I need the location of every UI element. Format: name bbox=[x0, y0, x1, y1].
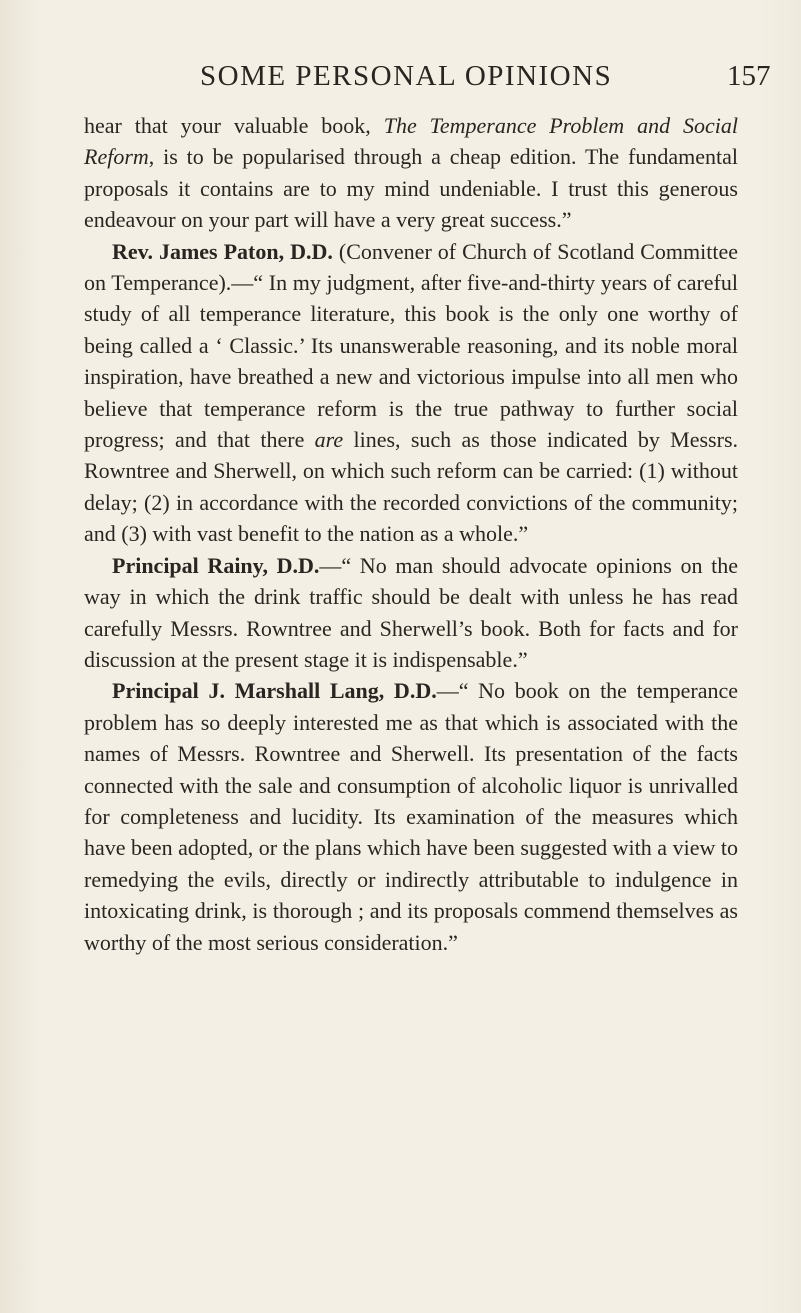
opinion-rainy bbox=[84, 550, 738, 676]
opinion-paton bbox=[84, 236, 738, 550]
page-number: 157 bbox=[727, 60, 771, 92]
paragraph-text: hear that your valuable book, bbox=[84, 113, 384, 138]
paragraph-text: (Convener of Church of Scotland Committee on Temperance).—“ In my judgment, after five-and-thirty years of careful study of all temperance literature, this book is the only one worthy of being called a ‘ Classic.’ Its unanswerable reasoning, and its noble moral inspiration, have breathed a new and victorious impulse into all men who believe that temperance reform is the true pathway to further social progress; and that there bbox=[84, 238, 738, 453]
running-head: SOME PERSONAL OPINIONS bbox=[200, 60, 613, 92]
speaker-name: Rev. James Paton, D.D. bbox=[112, 238, 333, 264]
paragraph-text: —“ No book on the temperance problem has so deeply interested me as that which is associated with the names of Messrs. Rowntree and Sherwell. Its presentation of the facts connected with the sale and consumption of alcoholic liquor is unrivalled for completeness and lucidity. Its examination of the measures which have been adopted, or the plans which have been suggested with a view to remedying the evils, directly or indirectly attributable to indulgence in intoxicating drink, is thorough ; and its proposals commend themselves as worthy of the most serious consideration.” bbox=[84, 678, 738, 955]
paragraph-text: lines, such as those indicated by Messrs. Rowntree and Sherwell, on which such reform can be carried: (1) without delay; (2) in accordance with the recorded convictions of the community; and (3) with vast benefit to the nation as a whole.” bbox=[84, 427, 739, 547]
paragraph-continuation bbox=[84, 110, 738, 236]
book-title: The Temperance Problem and Social Reform bbox=[84, 113, 738, 170]
speaker-name: Principal Rainy, D.D. bbox=[112, 552, 320, 578]
opinion-lang bbox=[84, 675, 738, 958]
paragraph-text: , is to be popularised through a cheap edition. The fundamental proposals it contains are to my mind undeniable. I trust this generous endeavour on your part will have a very great success.” bbox=[84, 144, 738, 233]
page-header bbox=[0, 60, 801, 100]
paragraph-text: —“ No man should advocate opinions on the way in which the drink traffic should be dealt with unless he has read carefully Messrs. Rowntree and Sherwell’s book. Both for facts and for discussion at the present stage it is indispensable.” bbox=[84, 552, 738, 672]
emphasis-text: are bbox=[314, 427, 344, 453]
speaker-name: Principal J. Marshall Lang, D.D. bbox=[112, 678, 437, 704]
body-text bbox=[84, 110, 738, 958]
